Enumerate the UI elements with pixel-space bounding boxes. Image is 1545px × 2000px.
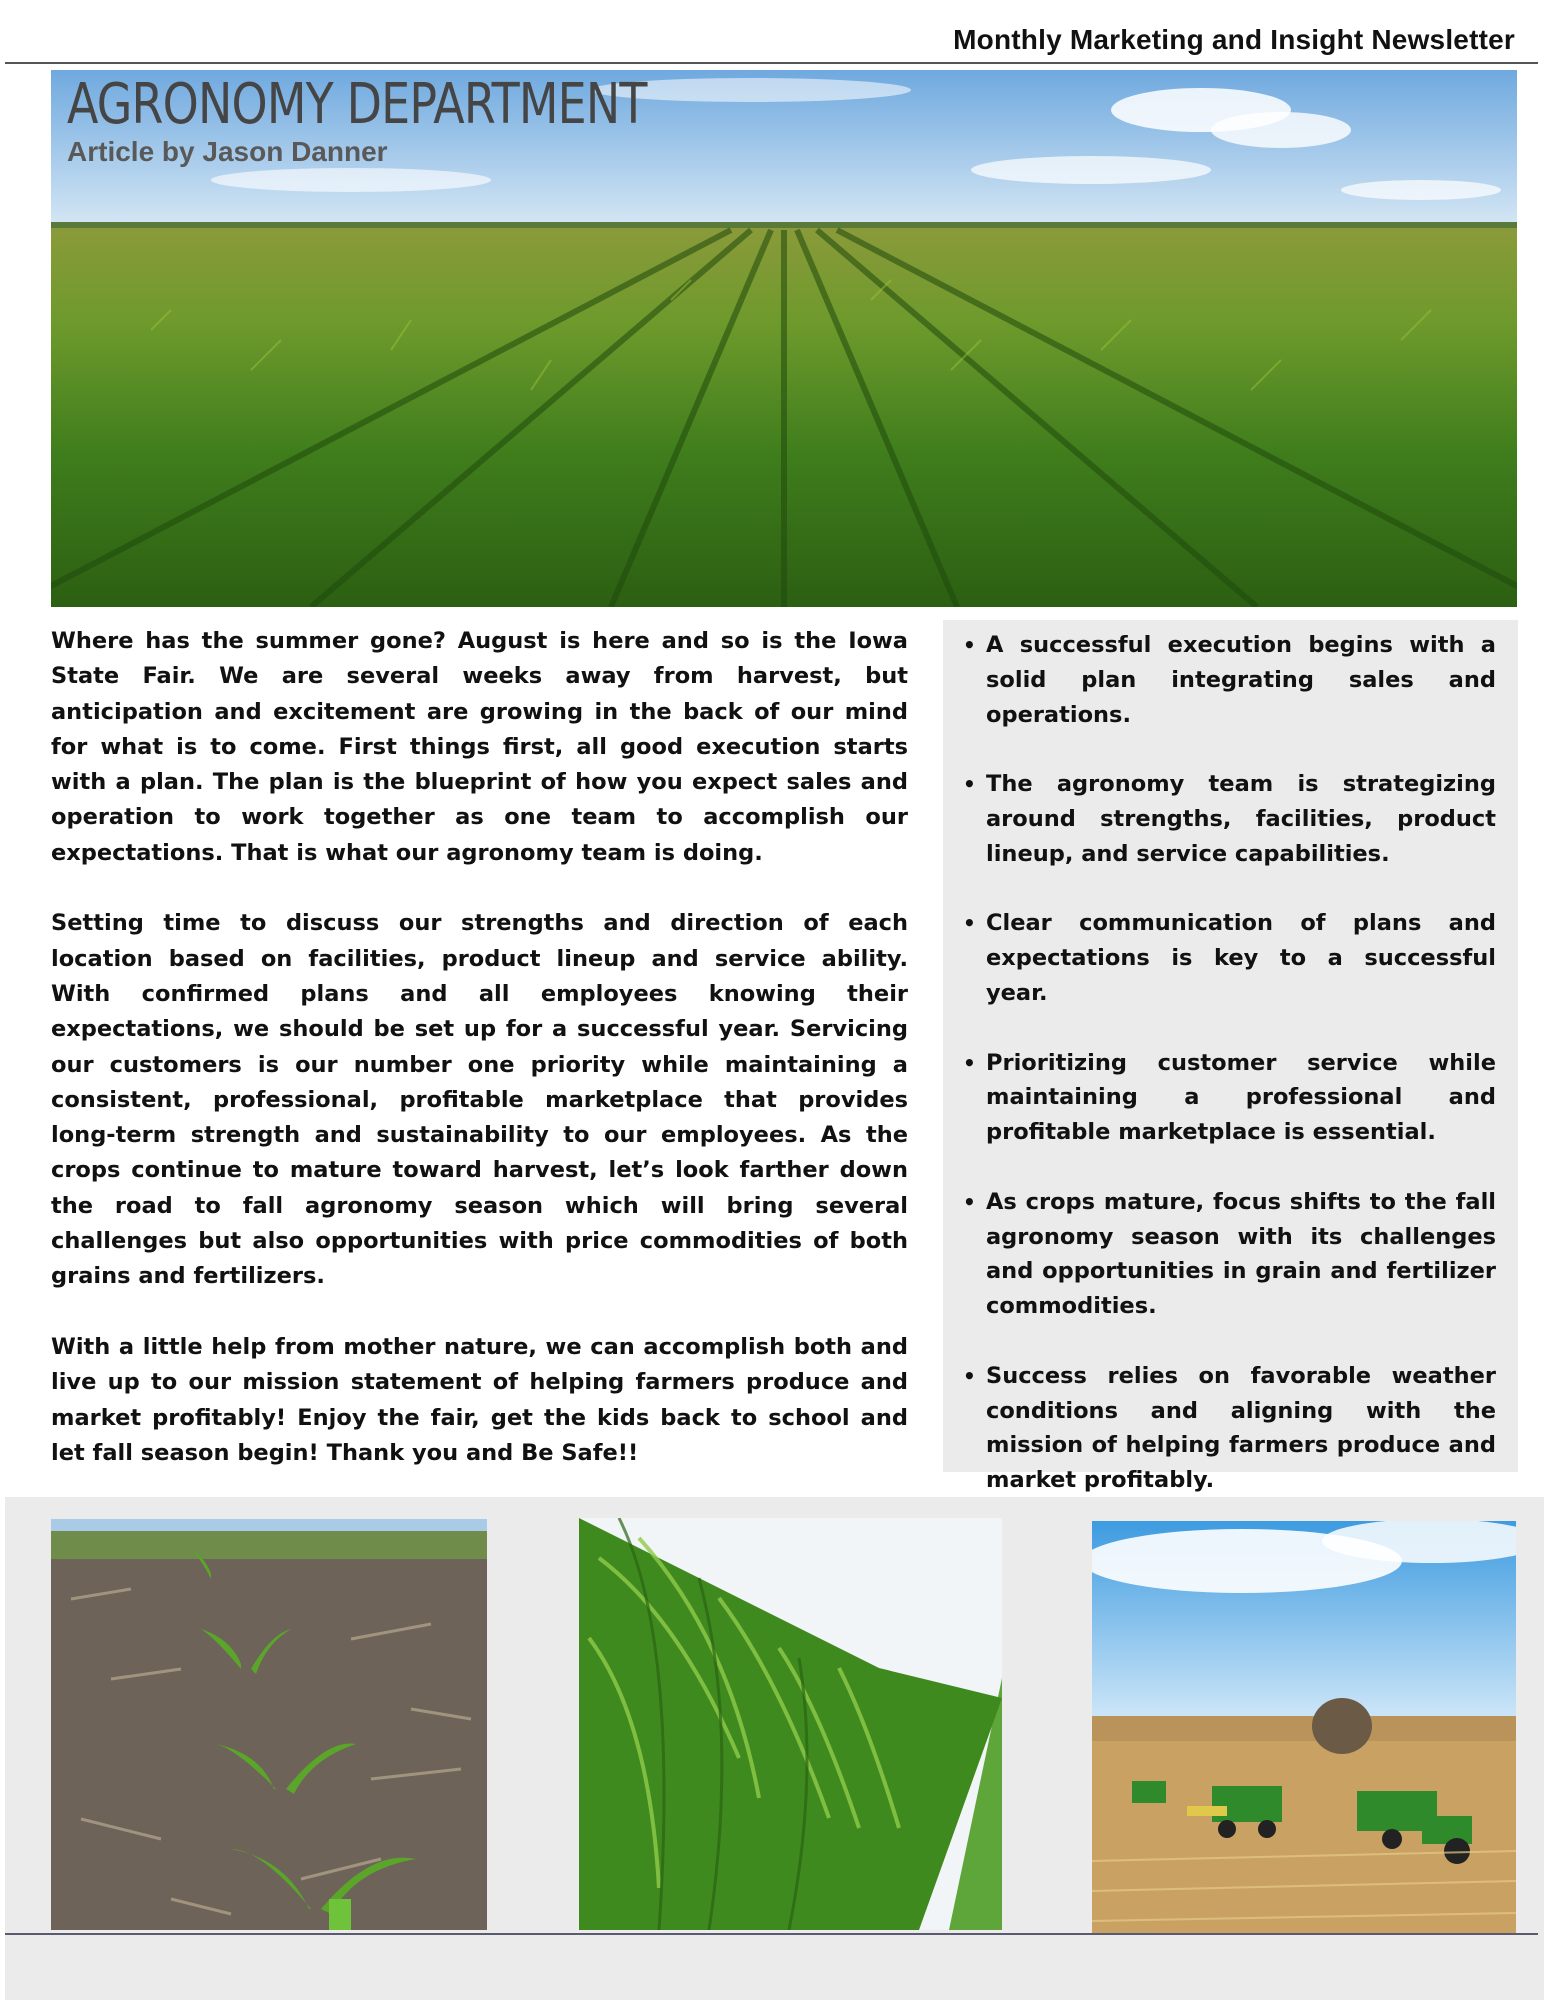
article-paragraph: Where has the summer gone? August is here and so is the Iowa State Fair. We are several weeks away from harvest, but anticipation and excitement are growing in the back of our mind for what is to come. First things first, all good execution starts with a plan. The plan is the blueprint of how you expect sales and operation to work together as one team to accomplish our expectations. That is what our agronomy team is doing.: [51, 628, 908, 866]
key-points-sidebar: [943, 620, 1518, 1494]
bullet-icon: •: [963, 1363, 976, 1388]
department-title: AGRONOMY DEPARTMENT: [67, 72, 647, 137]
list-item: [958, 1046, 1496, 1150]
list-item: [958, 1359, 1496, 1498]
list-item-text: The agronomy team is strategizing around strengths, facilities, product lineup, and service capabilities.: [986, 771, 1496, 867]
list-item: [958, 906, 1496, 1010]
list-item: [958, 1185, 1496, 1324]
bullet-icon: •: [963, 911, 976, 936]
list-item-text: Clear communication of plans and expectations is key to a successful year.: [986, 910, 1496, 1006]
list-item-text: Success relies on favorable weather conditions and aligning with the mission of helping farmers produce and market profitably.: [986, 1362, 1496, 1494]
list-item: [958, 767, 1496, 871]
article-paragraph: Setting time to discuss our strengths and direction of each location based on facilities, product lineup and service ability. With confirmed plans and all employees knowing their expectations, we should be set up for a successful year. Servicing our customers is our number one priority while maintaining a consistent, professional, profitable marketplace that provides long-term strength and sustainability to our employees. As the crops continue to mature toward harvest, let’s look farther down the road to fall agronomy season which will bring several challenges but also opportunities with price commodities of both grains and fertilizers.: [51, 910, 908, 1290]
list-item-text: As crops mature, focus shifts to the fall agronomy season with its challenges and opportunities in grain and fertilizer commodities.: [986, 1188, 1496, 1320]
bullet-icon: •: [963, 1189, 976, 1214]
list-item: [958, 628, 1496, 732]
tall-corn-row-photo: [579, 1518, 1002, 1930]
newsletter-title: Monthly Marketing and Insight Newsletter: [953, 24, 1515, 55]
key-points-list: [958, 628, 1496, 1498]
hero-banner: [51, 70, 1517, 607]
bullet-icon: •: [963, 1050, 976, 1075]
header-divider: [5, 62, 1538, 64]
article-byline: Article by Jason Danner: [67, 136, 388, 167]
bullet-icon: •: [963, 772, 976, 797]
article-body: [51, 624, 908, 1506]
article-paragraph: With a little help from mother nature, we can accomplish both and live up to our mission statement of helping farmers produce and market profitably! Enjoy the fair, get the kids back to school and let fall season begin! Thank you and Be Safe!!: [51, 1333, 908, 1466]
list-item-text: A successful execution begins with a solid plan integrating sales and operations.: [986, 632, 1496, 728]
combine-harvest-photo: [1092, 1521, 1516, 1934]
list-item-text: Prioritizing customer service while maintaining a professional and profitable marketplace is essential.: [986, 1049, 1496, 1146]
footer-divider: [5, 1933, 1538, 1935]
corn-seedlings-photo: [51, 1519, 487, 1930]
bullet-icon: •: [963, 633, 976, 657]
